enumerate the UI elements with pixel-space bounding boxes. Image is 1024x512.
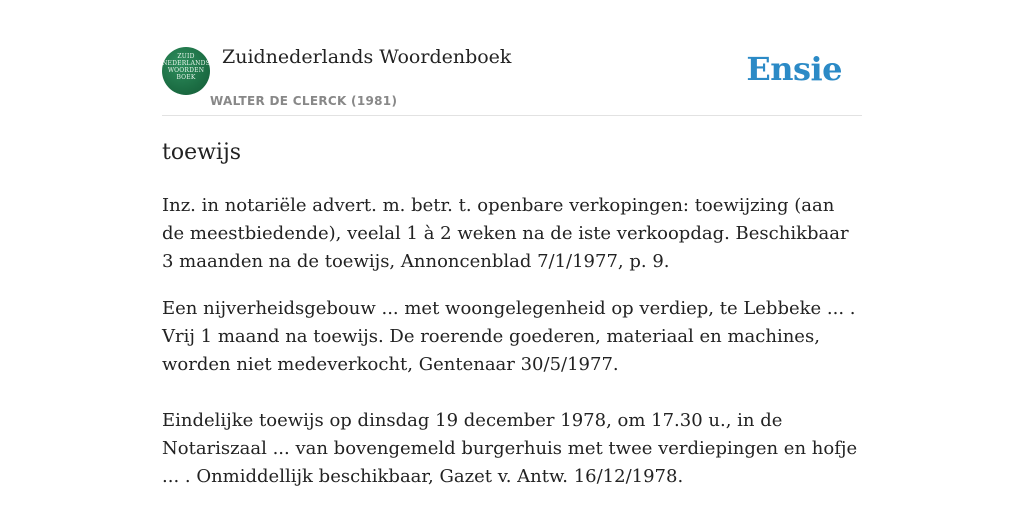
dictionary-header xyxy=(162,40,862,116)
dictionary-logo[interactable] xyxy=(162,47,210,95)
logo-text-line: BOEK xyxy=(176,74,196,81)
logo-text xyxy=(162,53,210,81)
dictionary-card xyxy=(162,40,862,487)
logo-text-line: ZUID xyxy=(177,53,195,60)
brand-logo[interactable]: Ensie xyxy=(746,50,842,88)
logo-text-line: NEDERLANDS xyxy=(162,60,210,67)
entry-citation: Een nijverheidsgebouw ... met woongelegenheid op verdiep, te Lebbeke ... . Vrij 1 maand na toewijs. De roerende goederen, materiaal en machines, worden niet medeverkocht, Gentenaar 30/5/1977. xyxy=(162,298,856,375)
entry-headword: toewijs xyxy=(162,140,242,165)
logo-text-line: WOORDEN xyxy=(167,67,205,74)
dictionary-title[interactable]: Zuidnederlands Woordenboek xyxy=(222,46,512,68)
entry-citation: Eindelijke toewijs op dinsdag 19 december 1978, om 17.30 u., in de Notariszaal ... van bovengemeld burgerhuis met twee verdiepingen en hofje ... . Onmiddellijk beschikbaar, Gazet v. Antw. 16/12/1978. xyxy=(162,410,858,487)
dictionary-author: WALTER DE CLERCK (1981) xyxy=(210,94,398,108)
entry-definition: Inz. in notariële advert. m. betr. t. openbare verkopingen: toewijzing (aan de meestbiedende), veelal 1 à 2 weken na de iste verkoopdag. Beschikbaar 3 maanden na de toewijs, Annoncenblad 7/1/1977, p. 9. xyxy=(162,195,849,272)
